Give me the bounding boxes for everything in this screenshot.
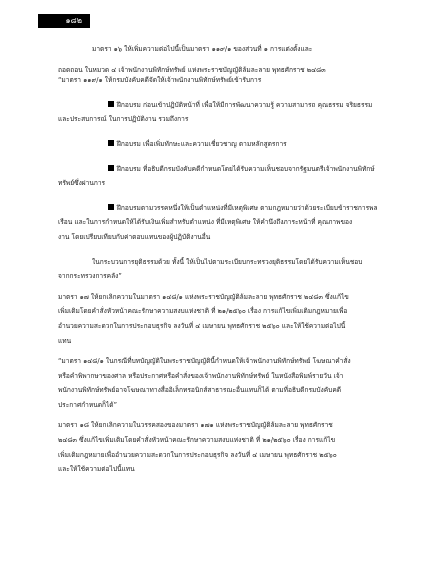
section-16-continuation: ถอดถอน ในหมวด ๔ เจ้าพนักงานพิทักษ์ทรัพย์ แห่งพระราชบัญญัติล้มละลาย พุทธศักราช ๒๔๘๓ [58, 65, 326, 74]
bullet-icon [108, 204, 114, 210]
section-18-line-d: และให้ใช้ความต่อไปนี้แทน [58, 465, 135, 474]
document-body [58, 44, 390, 475]
section-148-1-line-a: “มาตรา ๑๔๘/๑ ในกรณีที่บทบัญญัติในพระราชบัญญัตินี้กำหนดให้เจ้าพนักงานพิทักษ์ทรัพย์ โฆษณาคำสั่ง [58, 357, 351, 366]
page-number-bar [38, 14, 90, 28]
section-148-1-line-b: หรือคำพิพากษาของศาล หรือประกาศหรือคำสั่งของเจ้าพนักงานพิทักษ์ทรัพย์ ในหนังสือพิมพ์รายวัน เจ้า [58, 371, 344, 380]
bullet-item-1 [58, 100, 390, 111]
bullet-item-4 [58, 203, 390, 214]
bullet-icon [108, 165, 114, 171]
section-119-1-intro: “มาตรา ๑๑๙/๑ ให้กรมบังคับคดีจัดให้เจ้าพนักงานพิทักษ์ทรัพย์เข้ารับการ [58, 76, 262, 85]
bullet-item-4-text-b: เรือน และในการกำหนดให้ได้รับเงินเพิ่มสำหรับตำแหน่ง ที่มีเหตุพิเศษ ให้คำนึงถึงภาระหน้าที่ คุณภาพของ [58, 218, 353, 227]
section-148-1-line-d: ประกาศกำหนดก็ได้” [58, 400, 117, 409]
section-18-line-b: ๒๔๘๓ ซึ่งแก้ไขเพิ่มเติมโดยคำสั่งหัวหน้าคณะรักษาความสงบแห่งชาติ ที่ ๒๑/๒๕๖๐ เรื่อง การแก้ไข [58, 436, 336, 445]
bullet-icon [108, 140, 114, 146]
section-17-line-c: อำนวยความสะดวกในการประกอบธุรกิจ ลงวันที่ ๔ เมษายน พุทธศักราช ๒๕๖๐ และให้ใช้ความต่อไปนี้ [58, 321, 346, 330]
bullet-item-4-text-c: งาน โดยเปรียบเทียบกับค่าตอบแทนของผู้ปฏิบัติงานอื่น [58, 232, 211, 241]
bullet-item-4-text-a: ฝึกอบรมตามวรรคหนึ่งให้เป็นตำแหน่งที่มีเหตุพิเศษ ตามกฎหมายว่าด้วยระเบียบข้าราชการพล [117, 203, 378, 212]
bullet-item-2 [58, 139, 390, 150]
justice-process-paragraph-b: จากกระทรวงการคลัง” [58, 272, 122, 281]
bullet-item-2-text: ฝึกอบรม เพื่อเพิ่มทักษะและความเชี่ยวชาญ ตามหลักสูตรการ [117, 139, 287, 148]
section-17-line-b: เพิ่มเติมโดยคำสั่งหัวหน้าคณะรักษาความสงบแห่งชาติ ที่ ๒๑/๒๕๖๐ เรื่อง การแก้ไขเพิ่มเติมกฎหมายเพื่อ [58, 307, 348, 316]
section-148-1-line-c: พนักงานพิทักษ์ทรัพย์อาจโฆษณาทางสื่ออิเล็กทรอนิกส์สาธารณะอื่นแทนก็ได้ ตามที่อธิบดีกรมบังคับคดี [58, 386, 342, 395]
page-number: ๑๘๒ [65, 16, 82, 25]
bullet-item-3-text-a: ฝึกอบรม ที่อธิบดีกรมบังคับคดีกำหนดโดยได้รับความเห็นชอบจากรัฐมนตรีเจ้าพนักงานพิทักษ์ [117, 164, 375, 173]
bullet-item-1-text-a: ฝึกอบรม ก่อนเข้าปฏิบัติหน้าที่ เพื่อให้มีการพัฒนาความรู้ ความสามารถ คุณธรรม จริยธรรม [117, 100, 373, 109]
bullet-icon [108, 101, 114, 107]
bullet-item-1-text-b: และประสบการณ์ ในการปฏิบัติงาน รวมถึงการ [58, 115, 189, 124]
section-16-heading: มาตรา ๑๖ ให้เพิ่มความต่อไปนี้เป็นมาตรา ๑๑๙/๑ ของส่วนที่ ๑ การแต่งตั้งและ [92, 45, 313, 53]
section-17-line-d: แทน [58, 336, 72, 345]
section-18-line-a: มาตรา ๑๘ ให้ยกเลิกความในวรรคสองของมาตรา ๑๗๑ แห่งพระราชบัญญัติล้มละลาย พุทธศักราช [58, 421, 333, 430]
justice-process-paragraph-a: ในกระบวนการยุติธรรมด้วย ทั้งนี้ ให้เป็นไปตามระเบียบกระทรวงยุติธรรมโดยได้รับความเห็นชอบ [92, 257, 363, 266]
section-17-line-a: มาตรา ๑๗ ให้ยกเลิกความในมาตรา ๑๔๘/๑ แห่งพระราชบัญญัติล้มละลาย พุทธศักราช ๒๔๘๓ ซึ่งแก้ไข [58, 292, 349, 301]
bullet-item-3 [58, 164, 390, 175]
bullet-item-3-text-b: ทรัพย์ซึ่งผ่านการ [58, 179, 106, 188]
section-18-line-c: เพิ่มเติมกฎหมายเพื่ออำนวยความสะดวกในการประกอบธุรกิจ ลงวันที่ ๔ เมษายน พุทธศักราช ๒๕๖๐ [58, 450, 337, 459]
